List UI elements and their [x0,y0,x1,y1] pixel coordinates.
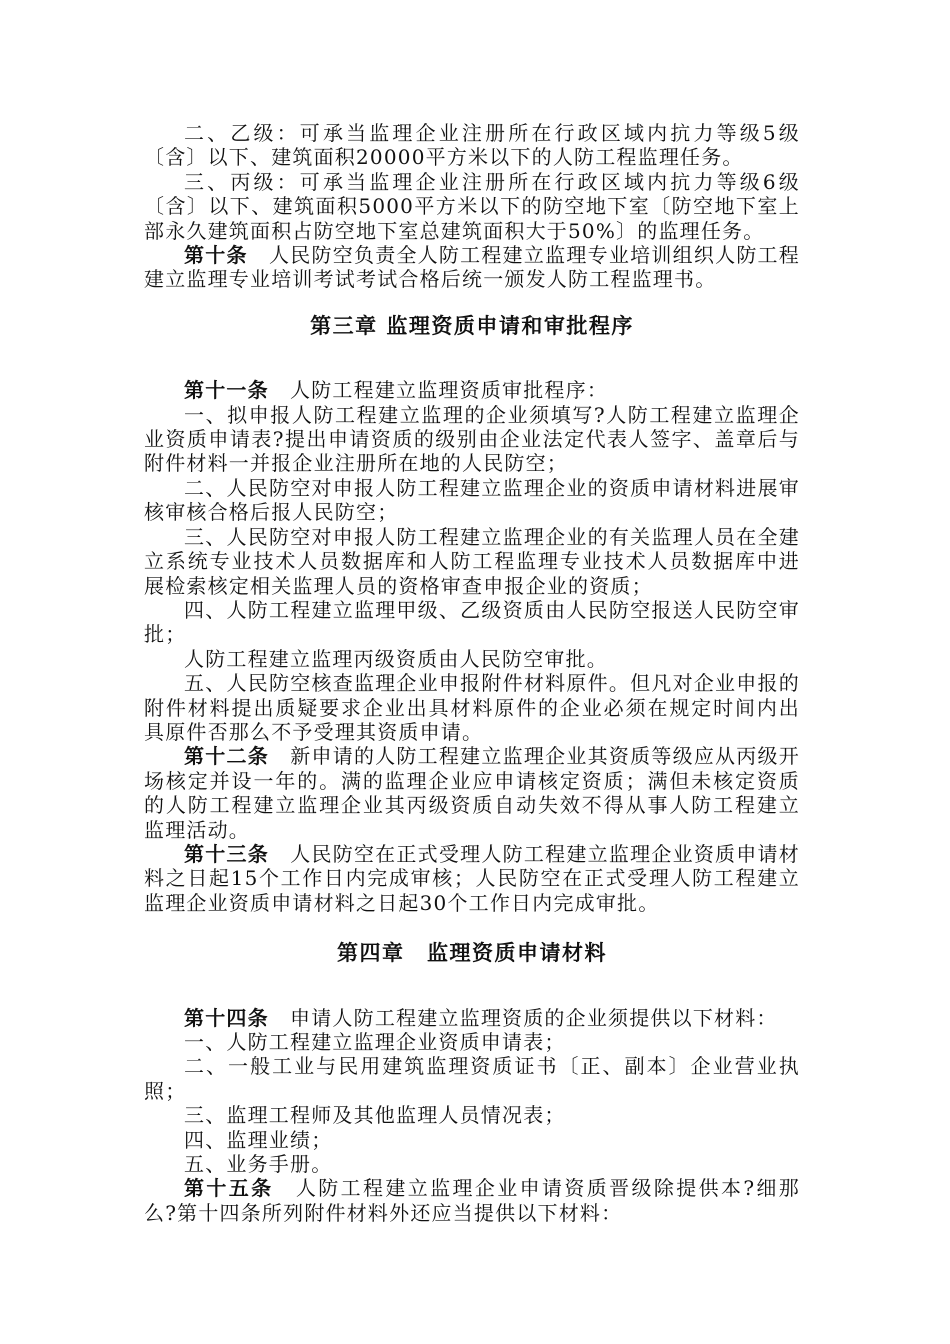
article-11-label: 第十一条 [184,378,269,403]
article-14-label: 第十四条 [184,1005,269,1030]
article-11-item-4: 四、人防工程建立监理甲级、乙级资质由人民防空报送人民防空审批； [144,597,800,647]
article-13-text: 人民防空在正式受理人防工程建立监理企业资质申请材料之日起15个工作日内完成审核；人民防空在正式受理人防工程建立监理企业资质申请材料之日起30个工作日内完成审批。 [144,841,800,915]
article-15-text: 人防工程建立监理企业申请资质晋级除提供本?细那么?第十四条所列附件材料外还应当提供以下材料： [144,1176,800,1225]
article-12-text: 新申请的人防工程建立监理企业其资质等级应从丙级开场核定并设一年的。满的监理企业应申请核定资质；满但未核定资质的人防工程建立监理企业其丙级资质自动失效不得从事人防工程建立监理活动。 [144,744,800,842]
article-14-item-1: 一、人防工程建立监理企业资质申请表； [184,1030,566,1054]
article-15-label: 第十五条 [184,1176,274,1201]
article-11-item-3: 三、人民防空对申报人防工程建立监理企业的有关监理人员在全建立系统专业技术人员数据库和人防工程监理专业技术人员数据库中进展检索核定相关监理人员的资格审查申报企业的资质； [144,524,800,598]
article-14 [144,1006,800,1030]
article-10-text: 人民防空负责全人防工程建立监理专业培训组织人防工程建立监理专业培训考试考试合格后统一颁发人防工程监理书。 [144,243,801,292]
article-11-item-5: 五、人民防空核查监理企业申报附件材料原件。但凡对企业申报的附件材料提出质疑要求企业出具材料原件的企业必须在规定时间内出具原件否那么不予受理其资质申请。 [144,671,800,744]
article-14-item-3: 三、监理工程师及其他监理人员情况表； [184,1103,566,1128]
article-11-item-1: 一、拟申报人防工程建立监理的企业须填写?人防工程建立监理企业资质申请表?提出申请资质的级别由企业法定代表人签字、盖章后与附件材料一并报企业注册所在地的人民防空； [144,402,800,476]
chapter-3-title: 第三章 监理资质申请和审批程序 [310,312,634,338]
article-12 [144,744,800,842]
article-11 [144,378,800,402]
article-14-item-5: 五、业务手册。 [184,1152,333,1177]
article-11-item-2: 二、人民防空对申报人防工程建立监理企业的资质申请材料进展审核审核合格后报人民防空； [144,475,800,525]
article-12-label: 第十二条 [184,744,269,769]
article-13-label: 第十三条 [184,841,269,866]
article-10 [144,243,800,292]
article-14-item-4: 四、监理业绩； [184,1127,333,1152]
paragraph-grade-b: 二、乙级：可承当监理企业注册所在行政区域内抗力等级5级〔含〕以下、建筑面积20000平方米以下的人防工程监理任务。 [144,121,800,170]
article-14-item-2: 二、一般工业与民用建筑监理资质证书〔正、副本〕企业营业执照； [144,1054,800,1103]
paragraph-grade-c: 三、丙级：可承当监理企业注册所在行政区域内抗力等级6级〔含〕以下、建筑面积5000平方米以下的防空地下室〔防空地下室上部永久建筑面积占防空地下室总建筑面积大于50%〕的监理任务。 [144,169,800,243]
chapter-4-title: 第四章 监理资质申请材料 [337,940,607,966]
article-13 [144,842,800,915]
article-15 [144,1176,800,1225]
article-14-text: 申请人防工程建立监理资质的企业须提供以下材料： [290,1005,778,1030]
article-10-label: 第十条 [184,243,248,268]
article-11-item-4b: 人防工程建立监理丙级资质由人民防空审批。 [184,646,608,671]
article-11-text: 人防工程建立监理资质审批程序： [290,378,609,403]
